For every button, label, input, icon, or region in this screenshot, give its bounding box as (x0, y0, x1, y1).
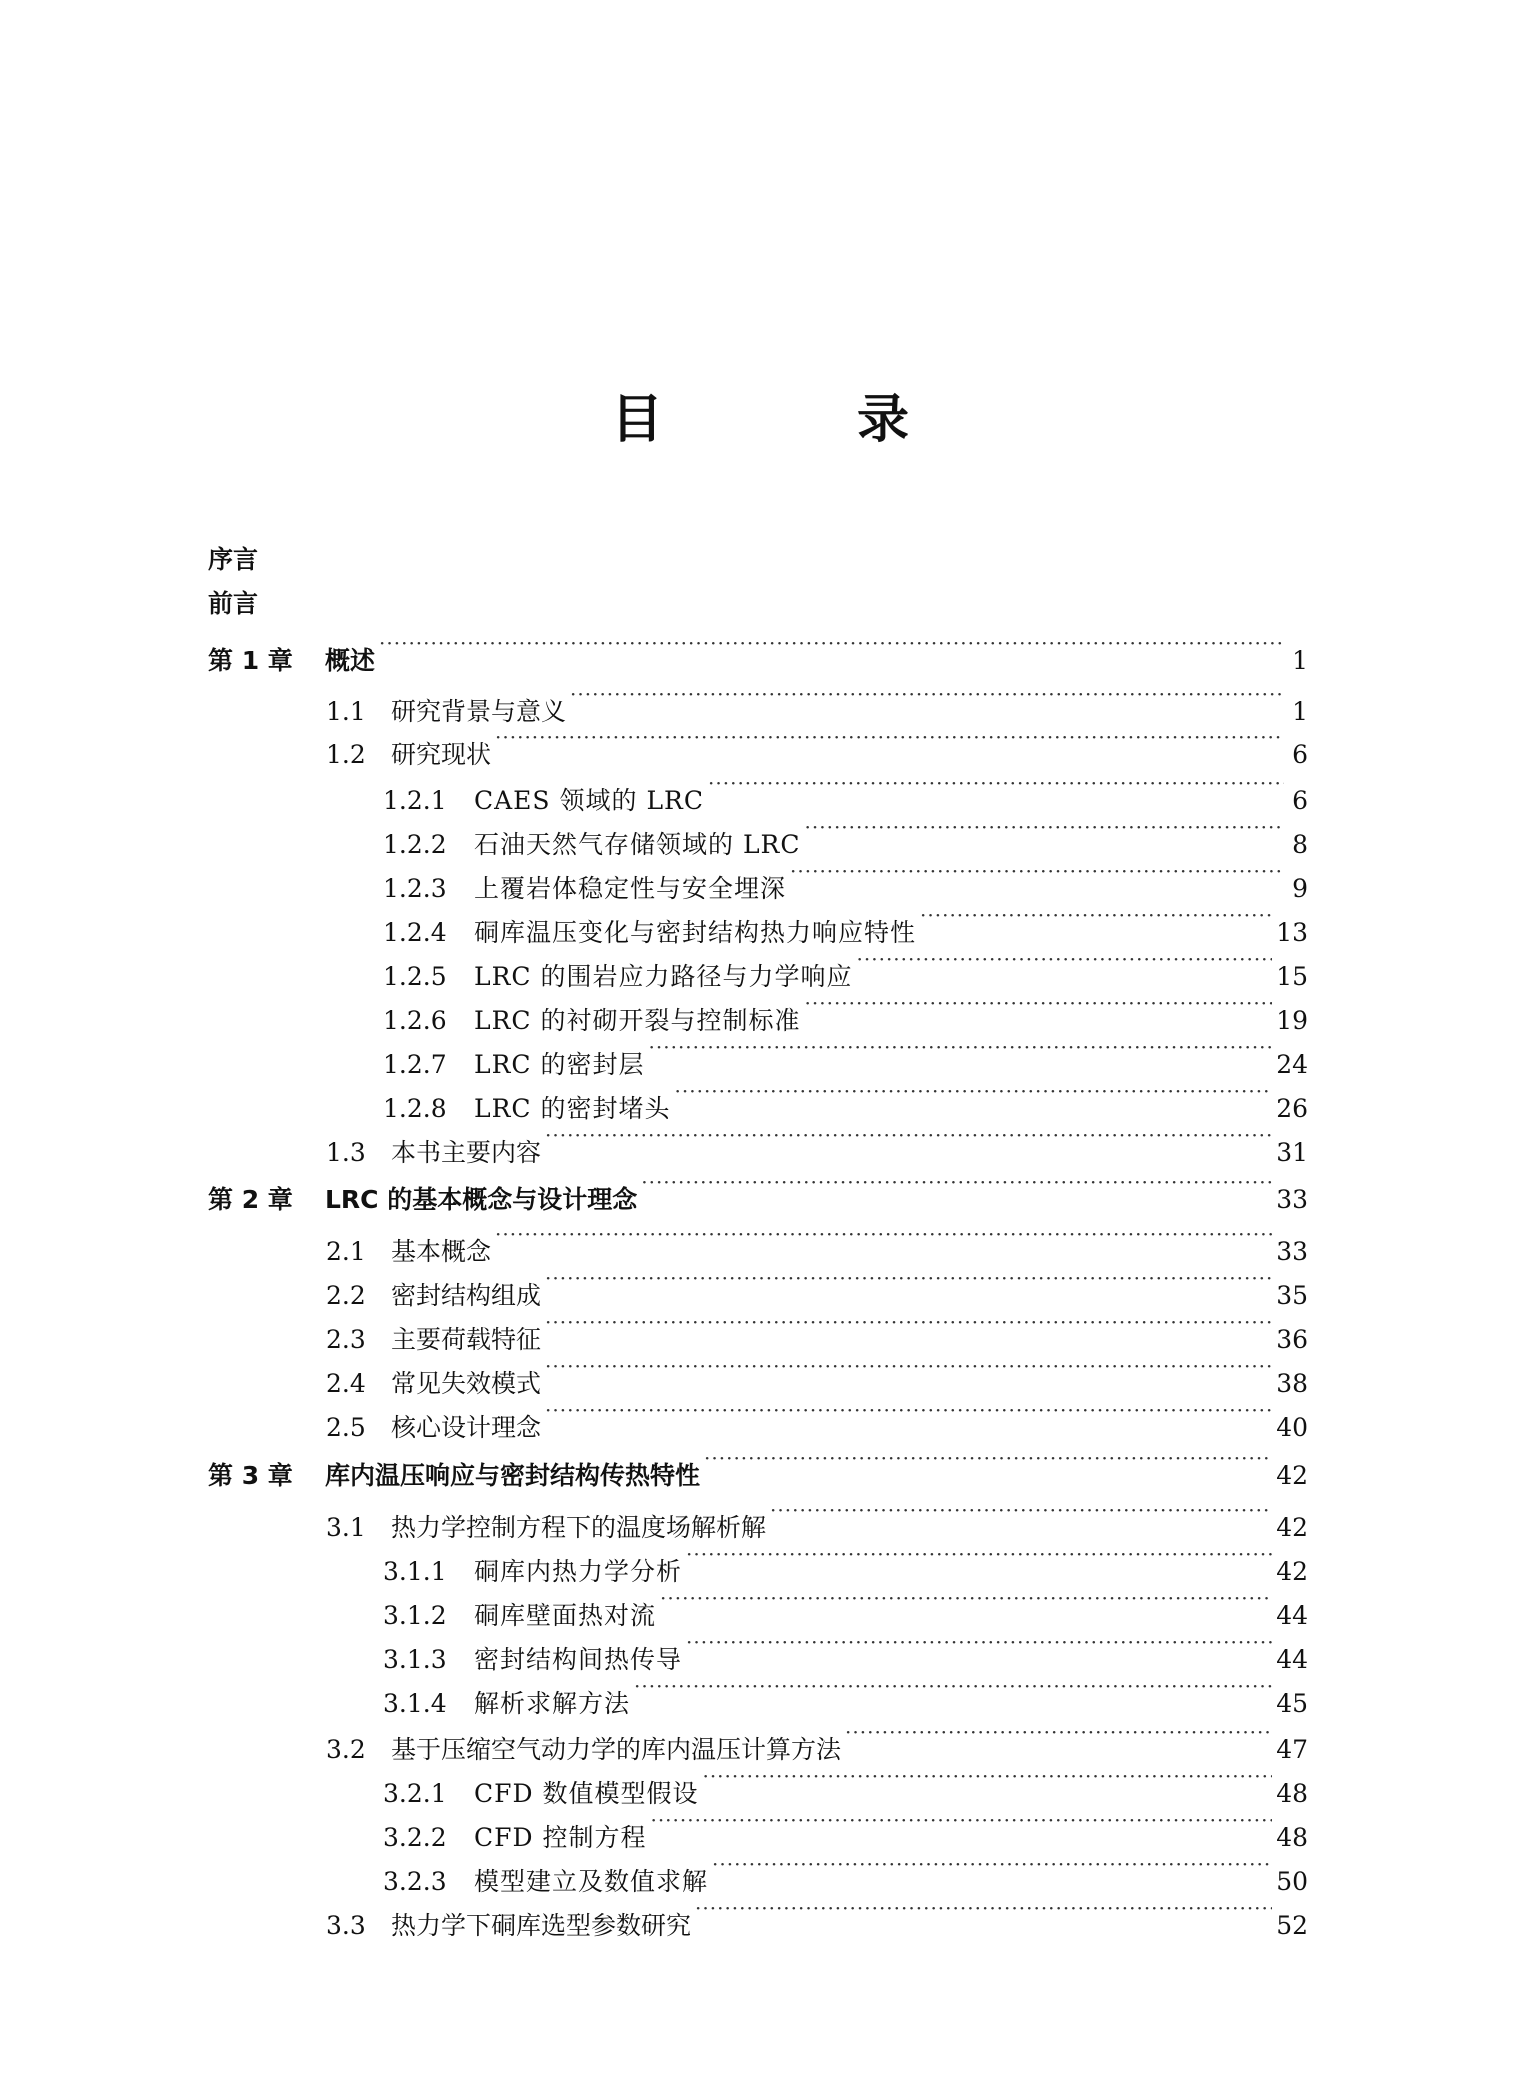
toc-entry-title: 密封结构组成 (391, 1281, 542, 1310)
toc-entry[interactable] (208, 1672, 1308, 1718)
dot-leader (686, 1540, 1272, 1580)
toc-entry[interactable] (208, 901, 1308, 947)
toc-entry-number: 1.2.6 (383, 1006, 447, 1035)
toc-entry-page: 19 (1276, 1006, 1308, 1035)
dot-leader (686, 1628, 1272, 1668)
toc-entry-title: 密封结构间热传导 (474, 1645, 683, 1674)
page-title: 目 录 (610, 390, 998, 450)
toc-entry-page: 48 (1276, 1779, 1308, 1808)
toc-entry-title: 硐库温压变化与密封结构热力响应特性 (474, 918, 917, 947)
dot-leader (495, 1220, 1272, 1260)
toc-entry-number: 2.2 (326, 1281, 366, 1310)
toc-entry-title: 硐库内热力学分析 (474, 1557, 683, 1586)
toc-entry-number: 3.3 (326, 1911, 366, 1940)
dot-leader (660, 1584, 1272, 1624)
toc-entry-number: 1.2.4 (383, 918, 447, 947)
toc-entry[interactable] (208, 1352, 1308, 1398)
dot-leader (545, 1121, 1272, 1161)
toc-entry-page: 48 (1276, 1823, 1308, 1852)
dot-leader (857, 945, 1273, 985)
toc-entry-title: CAES 领域的 LRC (474, 786, 705, 815)
dot-leader (641, 1168, 1272, 1208)
dot-leader (845, 1718, 1272, 1758)
toc-entry-number: 1.2.7 (383, 1050, 447, 1079)
toc-entry-title: LRC 的围岩应力路径与力学响应 (474, 962, 853, 991)
dot-leader (805, 813, 1284, 853)
dot-leader (790, 857, 1284, 897)
toc-entry[interactable] (208, 1121, 1308, 1167)
dot-leader (379, 629, 1284, 669)
toc-entry-page: 42 (1276, 1557, 1308, 1586)
toc-entry-number: 1.2.1 (383, 786, 447, 815)
toc-entry-title: 热力学下硐库选型参数研究 (391, 1911, 692, 1940)
toc-entry-title: LRC 的基本概念与设计理念 (325, 1185, 638, 1214)
toc-entry[interactable] (208, 1168, 1308, 1214)
toc-entry-number: 2.3 (326, 1325, 366, 1354)
toc-entry-title: 研究背景与意义 (391, 697, 567, 726)
toc-entry[interactable] (208, 629, 1308, 675)
toc-entry-title: 石油天然气存储领域的 LRC (474, 830, 801, 859)
toc-entry[interactable] (208, 813, 1308, 859)
toc-entry-number: 第 3 章 (208, 1461, 293, 1490)
toc-entry-number: 2.4 (326, 1369, 366, 1398)
toc-entry-title: 热力学控制方程下的温度场解析解 (391, 1513, 767, 1542)
toc-entry[interactable] (208, 1718, 1308, 1764)
toc-entry[interactable] (208, 989, 1308, 1035)
toc-entry[interactable] (208, 1396, 1308, 1442)
toc-entry-number: 1.3 (326, 1138, 366, 1167)
dot-leader (545, 1396, 1272, 1436)
dot-leader (712, 1850, 1272, 1890)
toc-entry-title: CFD 控制方程 (474, 1823, 647, 1852)
toc-entry-number: 第 1 章 (208, 646, 293, 675)
toc-entry[interactable] (208, 945, 1308, 991)
toc-entry-page: 9 (1292, 874, 1308, 903)
toc-entry-number: 3.2.1 (383, 1779, 447, 1808)
toc-entry-number: 3.1.2 (383, 1601, 447, 1630)
dot-leader (675, 1077, 1273, 1117)
toc-entry[interactable] (208, 1894, 1308, 1940)
toc-entry-title: 基本概念 (391, 1237, 492, 1266)
toc-entry[interactable] (208, 1308, 1308, 1354)
toc-entry-number: 序言 (208, 545, 259, 574)
toc-entry[interactable] (208, 769, 1308, 815)
dot-leader (495, 723, 1284, 763)
toc-entry[interactable] (208, 1220, 1308, 1266)
toc-entry-page: 47 (1276, 1735, 1308, 1764)
toc-entry-title: 本书主要内容 (391, 1138, 542, 1167)
toc-entry-title: 库内温压响应与密封结构传热特性 (325, 1461, 701, 1490)
dot-leader (920, 901, 1272, 941)
toc-entry-number: 2.5 (326, 1413, 366, 1442)
toc-entry[interactable] (208, 1444, 1308, 1490)
toc-entry[interactable] (208, 857, 1308, 903)
toc-entry-page: 52 (1276, 1911, 1308, 1940)
toc-entry-number: 3.2 (326, 1735, 366, 1764)
toc-entry-page: 33 (1276, 1237, 1308, 1266)
toc-entry-title: 常见失效模式 (391, 1369, 542, 1398)
toc-entry-number: 1.2.2 (383, 830, 447, 859)
toc-entry-number: 3.1.4 (383, 1689, 447, 1718)
dot-leader (650, 1806, 1272, 1846)
toc-entry-number: 第 2 章 (208, 1185, 293, 1214)
toc-entry[interactable] (208, 1264, 1308, 1310)
toc-entry[interactable] (208, 584, 1308, 624)
toc-entry-page: 50 (1276, 1867, 1308, 1896)
toc-entry-page: 44 (1276, 1601, 1308, 1630)
toc-entry-page: 38 (1276, 1369, 1308, 1398)
toc-entry-title: 概述 (325, 646, 376, 675)
toc-entry-number: 前言 (208, 589, 259, 618)
toc-entry-page: 6 (1292, 786, 1308, 815)
toc-entry-page: 42 (1276, 1513, 1308, 1542)
toc-entry-title: LRC 的密封层 (474, 1050, 645, 1079)
dot-leader (545, 1352, 1272, 1392)
dot-leader (634, 1672, 1272, 1712)
toc-entry-page: 44 (1276, 1645, 1308, 1674)
toc-entry[interactable] (208, 1628, 1308, 1674)
toc-entry-number: 1.2.3 (383, 874, 447, 903)
dot-leader (805, 989, 1273, 1029)
toc-entry-page: 1 (1292, 697, 1308, 726)
dot-leader (708, 769, 1284, 809)
toc-entry-title: 模型建立及数值求解 (474, 1867, 709, 1896)
toc-entry-title: 上覆岩体稳定性与安全埋深 (474, 874, 787, 903)
dot-leader (570, 680, 1284, 720)
dot-leader (704, 1444, 1272, 1484)
toc-entry-title: 核心设计理念 (391, 1413, 542, 1442)
toc-entry-number: 3.2.3 (383, 1867, 447, 1896)
toc-entry-page: 13 (1276, 918, 1308, 947)
toc-entry-title: 硐库壁面热对流 (474, 1601, 657, 1630)
toc-entry[interactable] (208, 1077, 1308, 1123)
toc-entry-number: 3.1.1 (383, 1557, 447, 1586)
toc-entry-page: 24 (1276, 1050, 1308, 1079)
toc-entry-page: 45 (1276, 1689, 1308, 1718)
toc-entry[interactable] (208, 1584, 1308, 1630)
toc-entry-page: 15 (1276, 962, 1308, 991)
toc-entry-number: 1.2 (326, 740, 366, 769)
toc-entry-number: 1.2.8 (383, 1094, 447, 1123)
toc-entry-number: 1.1 (326, 697, 366, 726)
toc-entry-page: 35 (1276, 1281, 1308, 1310)
toc-entry[interactable] (208, 1762, 1308, 1808)
toc-entry-number: 2.1 (326, 1237, 366, 1266)
toc-entry-title: 基于压缩空气动力学的库内温压计算方法 (391, 1735, 842, 1764)
toc-entry-title: CFD 数值模型假设 (474, 1779, 699, 1808)
toc-entry-title: LRC 的密封堵头 (474, 1094, 671, 1123)
toc-entry[interactable] (208, 1496, 1308, 1542)
dot-leader (702, 1762, 1272, 1802)
toc-entry[interactable] (208, 1850, 1308, 1896)
toc-entry-page: 26 (1276, 1094, 1308, 1123)
toc-entry-number: 3.1 (326, 1513, 366, 1542)
dot-leader (649, 1033, 1273, 1073)
toc-entry-number: 3.1.3 (383, 1645, 447, 1674)
toc-entry-title: 主要荷载特征 (391, 1325, 542, 1354)
toc-entry-title: LRC 的衬砌开裂与控制标准 (474, 1006, 801, 1035)
toc-entry-title: 解析求解方法 (474, 1689, 631, 1718)
toc-entry[interactable] (208, 540, 1308, 580)
dot-leader (695, 1894, 1272, 1934)
toc-entry[interactable] (208, 1806, 1308, 1852)
toc-entry-number: 3.2.2 (383, 1823, 447, 1852)
toc-entry-page: 36 (1276, 1325, 1308, 1354)
dot-leader (545, 1308, 1272, 1348)
dot-leader (770, 1496, 1272, 1536)
toc-entry-page: 8 (1292, 830, 1308, 859)
toc-entry-number: 1.2.5 (383, 962, 447, 991)
toc-entry[interactable] (208, 680, 1308, 726)
toc-entry-page: 1 (1292, 646, 1308, 675)
toc-entry-page: 40 (1276, 1413, 1308, 1442)
dot-leader (545, 1264, 1272, 1304)
toc-entry-page: 6 (1292, 740, 1308, 769)
toc-entry[interactable] (208, 723, 1308, 769)
toc-entry[interactable] (208, 1033, 1308, 1079)
toc-entry-page: 31 (1276, 1138, 1308, 1167)
toc-entry-page: 42 (1276, 1461, 1308, 1490)
toc-entry-title: 研究现状 (391, 740, 492, 769)
toc-entry[interactable] (208, 1540, 1308, 1586)
toc-entry-page: 33 (1276, 1185, 1308, 1214)
